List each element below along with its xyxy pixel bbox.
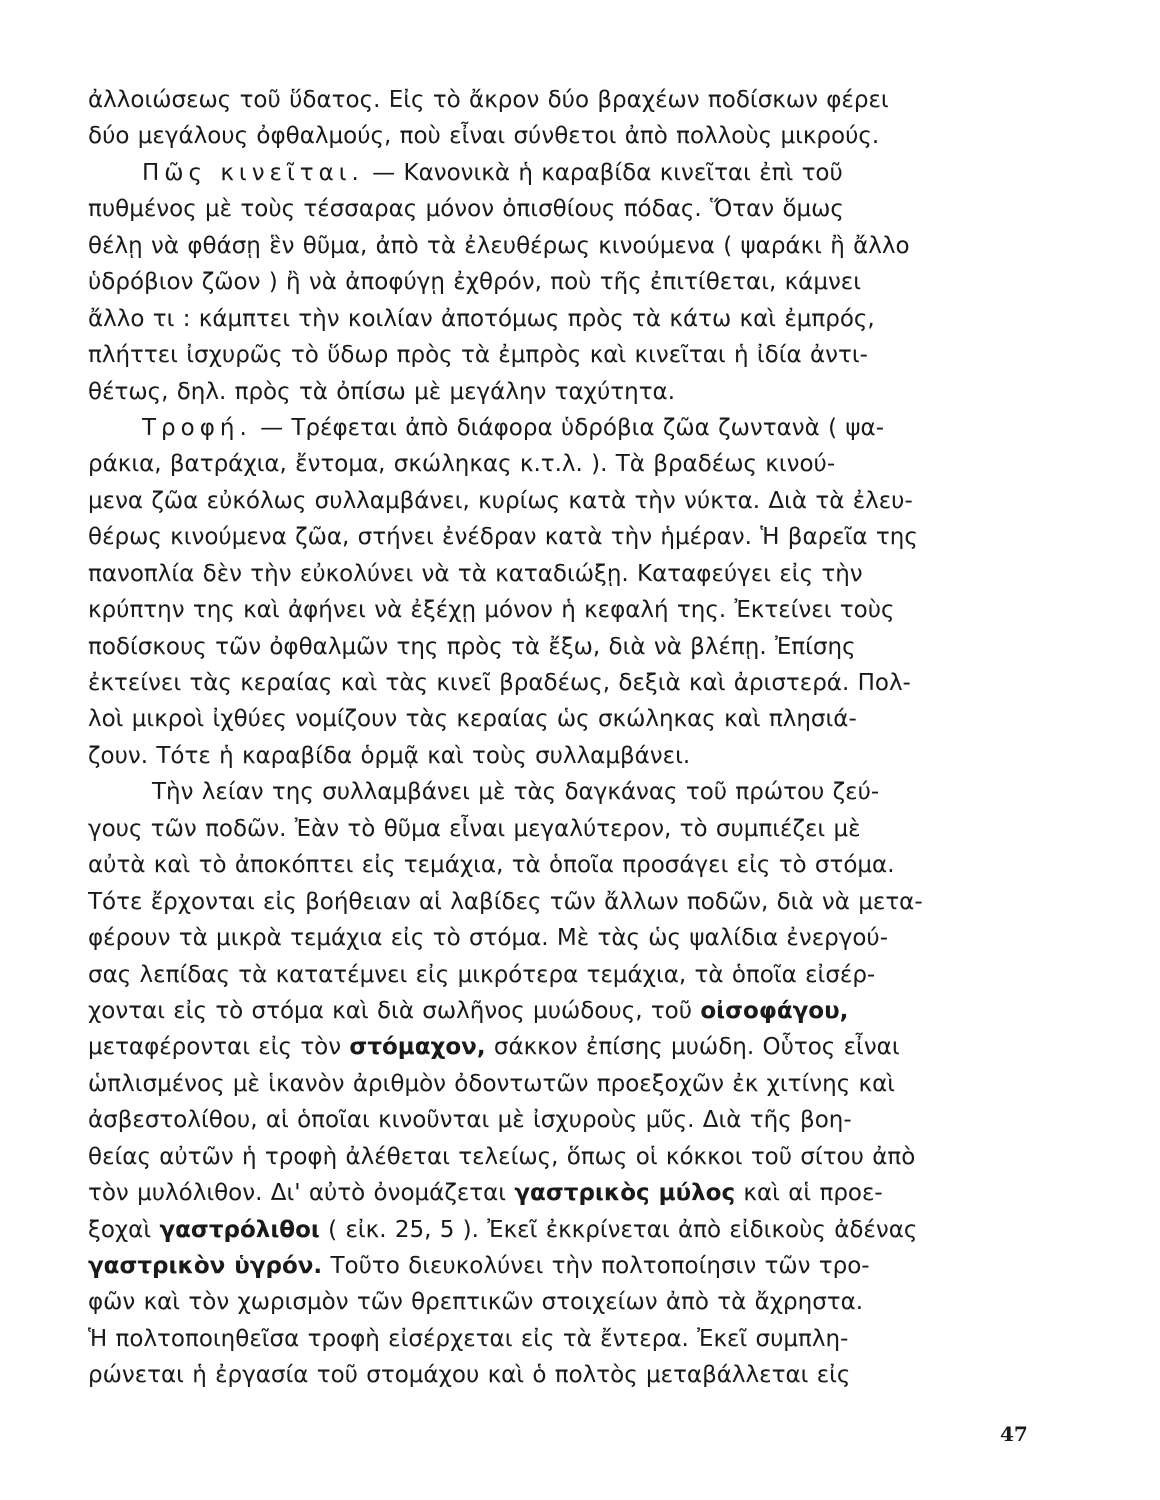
page-number: 47 bbox=[1000, 1422, 1028, 1446]
text-line: χονται εἰς τὸ στόμα καὶ διὰ σωλῆνος μυώδους, τοῦ οἰσοφάγου, bbox=[88, 997, 849, 1024]
text-line: ἀσβεστολίθου, αἱ ὁποῖαι κινοῦνται μὲ ἰσχυροὺς μῦς. Διὰ τῆς βοη- bbox=[88, 1107, 852, 1134]
bold-term: γαστρικὸν ὑγρόν. bbox=[88, 1253, 323, 1279]
text-line: ἄλλο τι : κάμπτει τὴν κοιλίαν ἀποτόμως πρὸς τὰ κάτω καὶ ἐμπρός, bbox=[88, 305, 875, 332]
text-line: ποδίσκους τῶν ὀφθαλμῶν της πρὸς τὰ ἔξω, διὰ νὰ βλέπῃ. Ἐπίσης bbox=[88, 633, 856, 660]
text-line: τὸν μυλόλιθον. Δι' αὐτὸ ὀνομάζεται γαστρικὸς μύλος καὶ αἱ προε- bbox=[88, 1180, 883, 1207]
bold-term: γαστρόλιθοι bbox=[159, 1216, 320, 1243]
text-line: σας λεπίδας τὰ κατατέμνει εἰς μικρότερα τεμάχια, τὰ ὁποῖα εἰσέρ- bbox=[88, 961, 876, 988]
text-line: ρώνεται ἡ ἐργασία τοῦ στομάχου καὶ ὁ πολτὸς μεταβάλλεται εἰς bbox=[88, 1362, 851, 1389]
text-line: πυθμένος μὲ τοὺς τέσσαρας μόνον ὀπισθίους πόδας. Ὅταν ὅμως bbox=[88, 196, 844, 223]
text-line: μεταφέρονται εἰς τὸν στόμαχον, σάκκον ἐπίσης μυώδη. Οὗτος εἶναι bbox=[88, 1034, 900, 1061]
text-line: πανοπλία δὲν τὴν εὐκολύνει νὰ τὰ καταδιώξῃ. Καταφεύγει εἰς τὴν bbox=[88, 560, 863, 587]
text-line: πλήττει ἰσχυρῶς τὸ ὕδωρ πρὸς τὰ ἐμπρὸς καὶ κινεῖται ἡ ἰδία ἀντι- bbox=[88, 342, 868, 369]
heading-term: Τροφή. bbox=[142, 414, 252, 441]
text-line: θείας αὐτῶν ἡ τροφὴ ἀλέθεται τελείως, ὅπως οἱ κόκκοι τοῦ σίτου ἀπὸ bbox=[88, 1143, 916, 1170]
text-line: Ἡ πολτοποιηθεῖσα τροφὴ εἰσέρχεται εἰς τὰ ἔντερα. Ἐκεῖ συμπλη- bbox=[88, 1325, 849, 1352]
bold-term: γαστρικὸς μύλος bbox=[514, 1180, 736, 1207]
text-line: λοὶ μικροὶ ἰχθύες νομίζουν τὰς κεραίας ὡς σκώληκας καὶ πλησιά- bbox=[88, 706, 857, 733]
text-line: ράκια, βατράχια, ἔντομα, σκώληκας κ.τ.λ. ). Τὰ βραδέως κινού- bbox=[88, 451, 836, 478]
text-line: ξοχαὶ γαστρόλιθοι ( εἰκ. 25, 5 ). Ἐκεῖ ἐκκρίνεται ἀπὸ εἰδικοὺς ἀδένας bbox=[88, 1216, 918, 1243]
text-line: θέτως, δηλ. πρὸς τὰ ὀπίσω μὲ μεγάλην ταχύτητα. bbox=[88, 378, 676, 405]
text-line: ὑδρόβιον ζῶον ) ἢ νὰ ἀποφύγῃ ἐχθρόν, ποὺ τῆς ἐπιτίθεται, κάμνει bbox=[88, 269, 862, 296]
text-line: φέρουν τὰ μικρὰ τεμάχια εἰς τὸ στόμα. Μὲ τὰς ὡς ψαλίδια ἐνεργού- bbox=[88, 925, 889, 952]
text-line: ἐκτείνει τὰς κεραίας καὶ τὰς κινεῖ βραδέως, δεξιὰ καὶ ἀριστερά. Πολ- bbox=[88, 670, 911, 696]
heading-term: Πῶς κινεῖται. bbox=[142, 159, 364, 186]
text-line: γους τῶν ποδῶν. Ἐὰν τὸ θῦμα εἶναι μεγαλύτερον, τὸ συμπιέζει μὲ bbox=[88, 815, 861, 842]
bold-term: οἰσοφάγου, bbox=[700, 997, 849, 1024]
text-line: φῶν καὶ τὸν χωρισμὸν τῶν θρεπτικῶν στοιχείων ἀπὸ τὰ ἄχρηστα. bbox=[88, 1289, 864, 1316]
section-heading-food: Τροφή. — Τρέφεται ἀπὸ διάφορα ὑδρόβια ζῶα ζωντανὰ ( ψα- bbox=[142, 414, 885, 441]
text-line: θέλῃ νὰ φθάσῃ ἓν θῦμα, ἀπὸ τὰ ἐλευθέρως κινούμενα ( ψαράκι ἢ ἄλλο bbox=[88, 232, 910, 259]
text-line: μενα ζῶα εὐκόλως συλλαμβάνει, κυρίως κατὰ τὴν νύκτα. Διὰ τὰ ἐλευ- bbox=[88, 487, 913, 514]
body-text bbox=[88, 82, 1028, 1394]
text-line: ζουν. Τότε ἡ καραβίδα ὁρμᾷ καὶ τοὺς συλλαμβάνει. bbox=[88, 742, 691, 769]
bold-term: στόμαχον, bbox=[349, 1034, 486, 1061]
text-line: θέρως κινούμενα ζῶα, στήνει ἐνέδραν κατὰ τὴν ἡμέραν. Ἡ βαρεῖα της bbox=[88, 524, 918, 551]
text-line: κρύπτην της καὶ ἀφήνει νὰ ἐξέχῃ μόνον ἡ κεφαλή της. Ἐκτείνει τοὺς bbox=[88, 597, 895, 624]
text-line: γαστρικὸν ὑγρόν. Τοῦτο διευκολύνει τὴν πολτοποίησιν τῶν τρο- bbox=[88, 1253, 870, 1279]
text-line: δύο μεγάλους ὀφθαλμούς, ποὺ εἶναι σύνθετοι ἀπὸ πολλοὺς μικρούς. bbox=[88, 123, 880, 150]
section-heading-movement: Πῶς κινεῖται. — Κανονικὰ ἡ καραβίδα κινεῖται ἐπὶ τοῦ bbox=[142, 159, 843, 186]
text-line: αὐτὰ καὶ τὸ ἀποκόπτει εἰς τεμάχια, τὰ ὁποῖα προσάγει εἰς τὸ στόμα. bbox=[88, 852, 895, 879]
paragraph-start: Τὴν λείαν της συλλαμβάνει μὲ τὰς δαγκάνας τοῦ πρώτου ζεύ- bbox=[152, 779, 880, 806]
text-line: ἀλλοιώσεως τοῦ ὕδατος. Εἰς τὸ ἄκρον δύο βραχέων ποδίσκων φέρει bbox=[88, 87, 889, 113]
text-line: ὡπλισμένος μὲ ἱκανὸν ἀριθμὸν ὀδοντωτῶν προεξοχῶν ἐκ χιτίνης καὶ bbox=[88, 1070, 896, 1097]
text-line: Τότε ἔρχονται εἰς βοήθειαν αἱ λαβίδες τῶν ἄλλων ποδῶν, διὰ νὰ μετα- bbox=[88, 888, 923, 915]
